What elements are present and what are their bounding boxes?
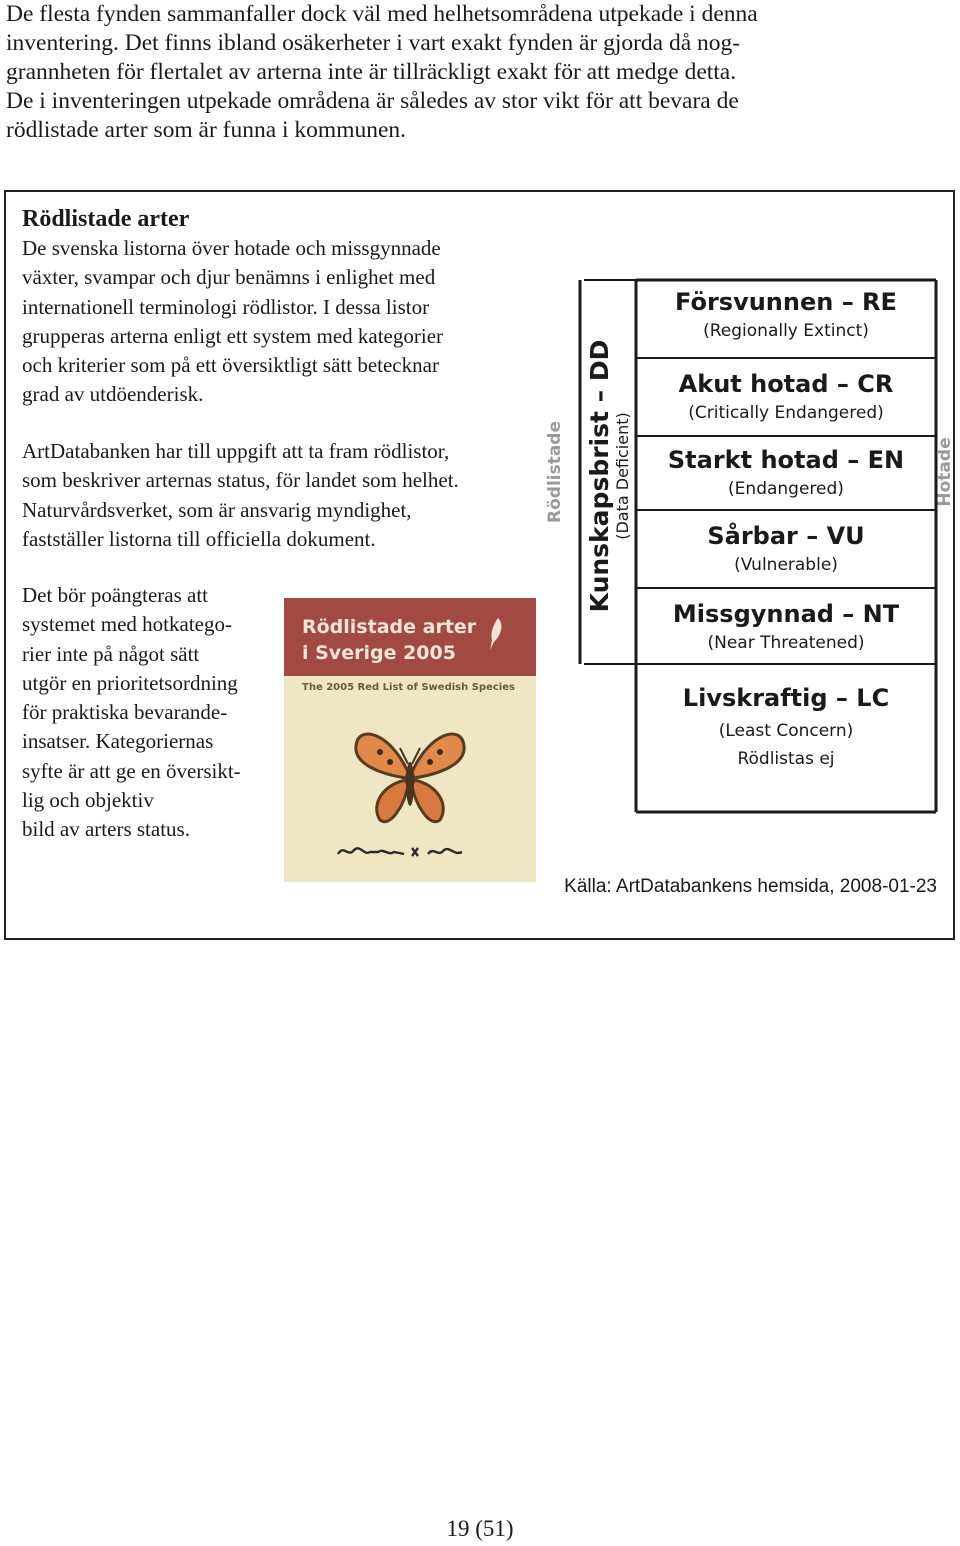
- text-line: bild av arters status.: [22, 817, 190, 842]
- text-line: internationell terminologi rödlistor. I dessa listor: [22, 294, 430, 319]
- box-paragraph-2: [22, 437, 542, 554]
- page-number: 19 (51): [446, 1516, 514, 1541]
- category-vu-en: (Vulnerable): [734, 555, 838, 575]
- text-line: utgör en prioritetsordning: [22, 670, 238, 695]
- butterfly-icon: [350, 722, 470, 832]
- category-vu-name: Sårbar – VU: [707, 522, 865, 550]
- box-title: Rödlistade arter: [22, 206, 190, 232]
- category-lc-name: Livskraftig – LC: [682, 684, 890, 712]
- category-en-name: Starkt hotad – EN: [667, 446, 905, 474]
- text-line: syfte är att ge en översikt-: [22, 758, 241, 783]
- category-lc-en: (Least Concern): [718, 721, 854, 741]
- feather-icon: [484, 616, 506, 652]
- book-cover-image: [284, 598, 536, 882]
- box-paragraph-3: [22, 581, 282, 845]
- intro-line: grannheten för flertalet av arterna inte är tillräckligt exakt för att medge detta.: [6, 59, 737, 85]
- category-cr-name: Akut hotad – CR: [678, 370, 894, 398]
- text-line: Naturvårdsverket, som är ansvarig myndighet,: [22, 497, 412, 522]
- text-line: De svenska listorna över hotade och missgynnade: [22, 236, 441, 260]
- text-line: grad av utdöenderisk.: [22, 382, 204, 407]
- text-line: Det bör poängteras att: [22, 583, 209, 607]
- text-line: rier inte på något sätt: [22, 641, 200, 666]
- text-line: systemet med hotkatego-: [22, 612, 232, 637]
- box-paragraph-1: [22, 234, 542, 410]
- cover-title-line: i Sverige 2005: [302, 642, 456, 664]
- text-line: ArtDatabanken har till uppgift att ta fram rödlistor,: [22, 439, 450, 463]
- cover-title: [302, 614, 492, 666]
- dd-sublabel: (Data Deficient): [613, 412, 632, 540]
- category-nt-en: (Near Threatened): [707, 633, 865, 653]
- signature-icon: [334, 840, 474, 862]
- intro-line: inventering. Det finns ibland osäkerheter i vart exakt fynden är gjorda då nog-: [6, 30, 741, 56]
- category-re-name: Försvunnen – RE: [675, 288, 897, 316]
- intro-line: De flesta fynden sammanfaller dock väl med helhetsområdena utpekade i denna: [6, 1, 758, 27]
- intro-line: De i inventeringen utpekade områdena är således av stor vikt för att bevara de: [6, 88, 739, 114]
- source-caption: Källa: ArtDatabankens hemsida, 2008-01-23: [564, 876, 937, 897]
- text-line: växter, svampar och djur benämns i enlighet med: [22, 265, 436, 290]
- text-line: insatser. Kategoriernas: [22, 729, 214, 754]
- intro-line: rödlistade arter som är funna i kommunen.: [6, 117, 407, 143]
- redlist-category-diagram: [542, 276, 958, 816]
- hotade-side-label: Hotade: [935, 437, 955, 507]
- text-line: lig och objektiv: [22, 788, 154, 813]
- category-nt-name: Missgynnad – NT: [672, 600, 900, 628]
- category-lc-extra: Rödlistas ej: [737, 749, 835, 769]
- redlist-info-box: [4, 190, 955, 940]
- text-line: fastställer listorna till officiella dokument.: [22, 526, 376, 551]
- text-line: som beskriver arternas status, för landet som helhet.: [22, 468, 459, 493]
- category-en-en: (Endangered): [728, 479, 844, 499]
- category-cr-en: (Critically Endangered): [688, 403, 884, 423]
- rodlistade-side-label: Rödlistade: [545, 420, 565, 524]
- category-re-en: (Regionally Extinct): [703, 321, 869, 341]
- text-line: grupperas arterna enligt ett system med kategorier: [22, 323, 444, 348]
- text-line: för praktiska bevarande-: [22, 700, 228, 725]
- dd-label: Kunskapsbrist – DD: [585, 339, 614, 613]
- cover-title-line: Rödlistade arter: [302, 616, 477, 638]
- intro-paragraph: [6, 0, 906, 145]
- cover-subtitle: The 2005 Red List of Swedish Species: [302, 682, 515, 693]
- text-line: och kriterier som på ett översiktligt sätt betecknar: [22, 353, 439, 378]
